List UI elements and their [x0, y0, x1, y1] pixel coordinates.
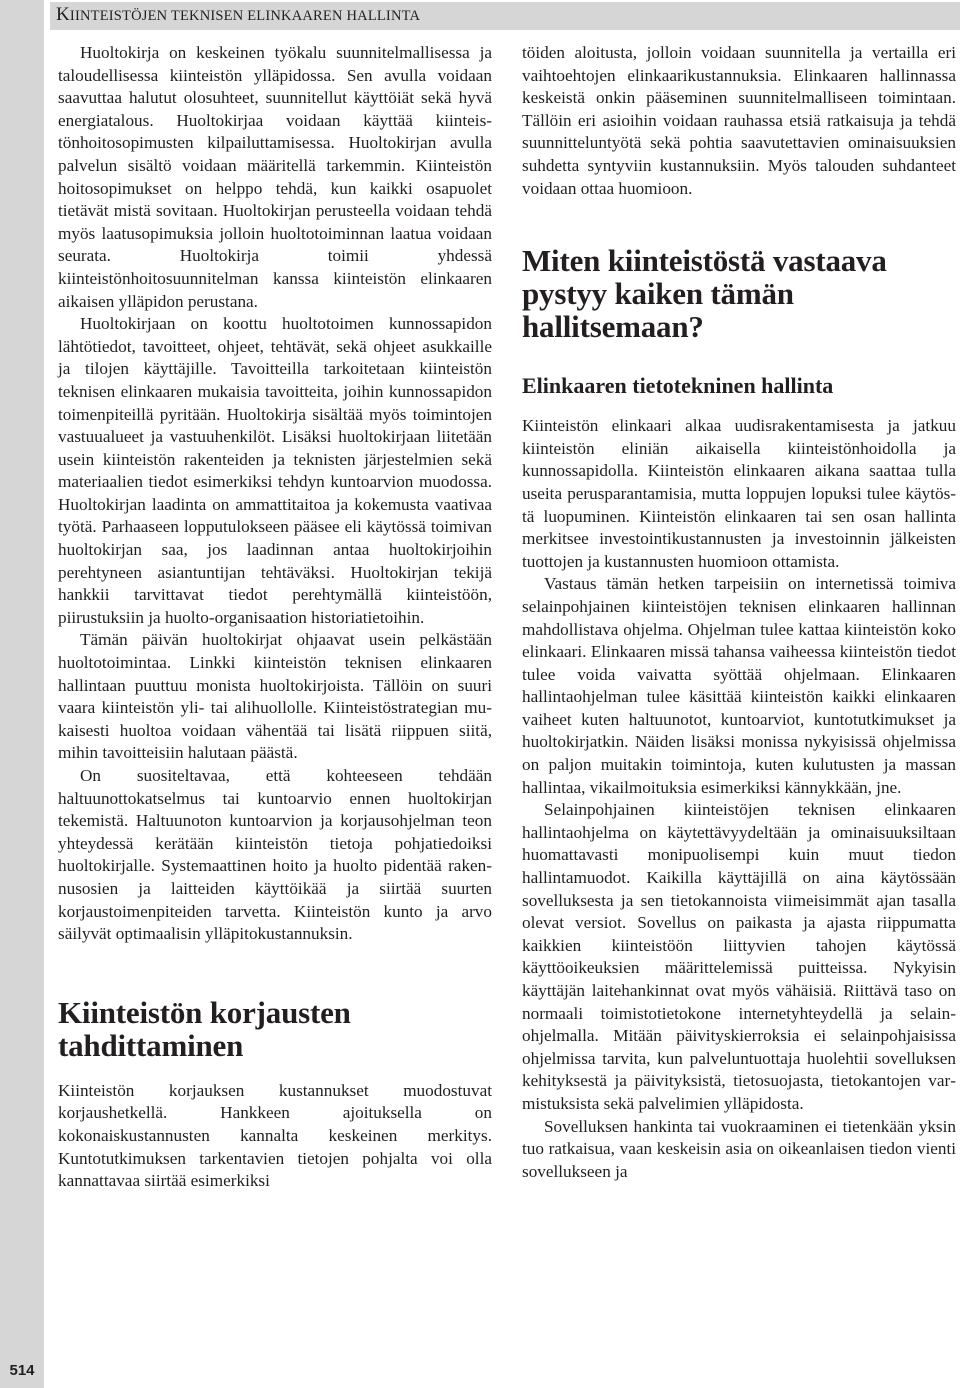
sub-heading: Elinkaaren tietotekninen hallinta — [522, 373, 834, 399]
header-initial: K — [56, 4, 70, 25]
paragraph: Selainpohjainen kiinteistöjen teknisen elinkaaren hallintaohjelma on käytettävyydeltään ja ominaisuuksiltaan huomattavasti monipuolisempi kuin muut tiedon hallintamuodot. Kaikilla käyttäjillä on aina käytössään sovelluksesta ja sen tietokannoista viimeisimmät ajan tasalla olevat versiot. Sovellus on paikasta ja ajasta riippumatta kaikkien kiinteistöön liittyvien tahojen käytössä käyttöoikeuksien määrittelemissä puitteissa. Nykyisin käyttäjän laitehankinnat ovat myös vähäisiä. Riittävä taso on normaali toimistotietokone internetyhteydellä ja selainohjelmalla. Mitään päivityskierroksia ei selainpohjaisissa ohjelmissa tarvita, kun palveluntuottaja huolehtii sovelluksen kehityksestä ja päivityksistä, tietosuojasta, tietokantojen varmistuksista sekä palvelimien ylläpidosta. — [522, 800, 956, 1113]
paragraph: töiden aloitusta, jolloin voidaan suunnitella ja vertailla eri vaihtoehtojen elinkaarikustannuksia. Elinkaaren hallinnassa keskeistä onkin pääseminen suunnitelmalliseen toimintaan. Tällöin eri asioihin voidaan rauhassa etsiä ratkaisuja ja tehdä suunnitteluntyötä sekä pohtia saavutettavien ominaisuuksien suhdetta syntyviin kustannuksiin. Myös talouden suhdanteet voidaan ottaa huomioon. — [522, 43, 956, 198]
paragraph: On suositeltavaa, että kohteeseen tehdään haltuunottokatselmus tai kuntoarvio ennen huoltokirjan tekemistä. Haltuunoton kuntoarvion ja korjausohjelman teon yhteydessä kerätään kiinteistön tietoja pohjatiedoiksi huoltokirjalle. Systemaattinen hoito ja huolto pidentää rakennusosien ja laitteiden käyttöikää ja siirtää suurten korjaustoimenpiteiden tarvetta. Kiinteistön kunto ja arvo säilyvät optimaalisin ylläpitokustannuksin. — [58, 766, 492, 944]
margin-sidebar — [0, 0, 44, 1388]
paragraph: Kiinteistön elinkaari alkaa uudisrakentamisesta ja jatkuu kiinteistön eliniän aikaisella kiinteistönhoidolla ja kunnossapidolla. Kiinteistön elinkaaren aikana saattaa tulla useita perusparantamisia, mutta loppujen lopuksi tulee käytöstä luopuminen. Kiinteistön elinkaaren tai sen osan hallinta merkitsee investointikustannusten ja investoinnin jälkeisten tuottojen ja kustannusten huomioon ottamista. — [522, 416, 956, 571]
paragraph: Vastaus tämän hetken tarpeisiin on internetissä toimiva selainpohjainen kiinteistöjen teknisen elinkaaren hallinnan mahdollistava ohjelma. Ohjelman tulee kattaa kiinteistön koko elinkaari. Elinkaaren missä tahansa vaiheessa kiinteistön tiedot tulee voida vaivatta syöttää ohjelmaan. Elinkaaren hallintaohjelman tulee käsittää kiinteistön kaikki elinkaaren vaiheet kuten haltuunotot, kuntoarviot, kuntotutkimukset ja huoltokirjatkin. Näiden lisäksi monissa nykyisissä ohjelmissa on paljon muitakin toimintoja, kuten kulutusten ja massan hallintaa, vikailmoituksia esimerkiksi kännykkään, jne. — [522, 574, 956, 797]
page-number: 514 — [9, 1362, 35, 1379]
section-heading: Kiinteistön korjausten tahdittaminen — [58, 994, 351, 1063]
left-column — [58, 42, 492, 1193]
paragraph: Sovelluksen hankinta tai vuokraaminen ei tietenkään yksin tuo ratkaisua, vaan keskeisin asia on oikeanlaisen tiedon vienti sovellukseen ja — [522, 1116, 956, 1181]
paragraph: Huoltokirja on keskeinen työkalu suunnitelmallisessa ja taloudellisessa kiinteistön ylläpidossa. Sen avulla voidaan saavuttaa halutut olosuhteet, suunnitellut käyttöiät sekä hyvä energiatalous. Huoltokirjaa voidaan käyttää kiinteistönhoitosopimusten kilpailuttamisessa. Huoltokirjan avulla palvelun sisältö voidaan määritellä tarkemmin. Kiinteistön hoitosopimukset on helppo tehdä, kun kaikki osapuolet tietävät mistä sovitaan. Huoltokirjan perusteella voidaan tehdä myös laatusopimuksia jolloin huoltotoiminnan laatua voidaan seurata. Huoltokirja toimii yhdessä kiinteistönhoitosuunnitelman kanssa kiinteistön elinkaaren aikaisen ylläpidon perustana. — [58, 43, 492, 311]
paragraph: Kiinteistön korjauksen kustannukset muodostuvat korjaushetkellä. Hankkeen ajoituksella on kokonaiskustannusten kannalta keskeinen merkitys. Kuntotutkimuksen tarkentavien tietojen pohjalta voi olla kannattavaa siirtää esimerkiksi — [58, 1080, 492, 1191]
header-rest: IINTEISTÖJEN TEKNISEN ELINKAAREN HALLINTA — [69, 8, 421, 24]
running-header-title — [56, 4, 420, 26]
paragraph: Huoltokirjaan on koottu huoltotoimen kunnossapidon lähtötiedot, tavoitteet, ohjeet, tehtävät, sekä ohjeet asukkaille ja tilojen käyttäjille. Tavoitteilla tarkoitetaan kiinteistön teknisen elinkaaren mukaisia tavoitteita, joihin kunnossapidon toimenpiteillä pyritään. Huoltokirja sisältää myös toimintojen vastuualueet ja vastuuhenkilöt. Lisäksi huoltokirjaan liitetään usein kiinteistön rakenteiden ja teknisten järjestelmien sekä materiaalien tiedot esimerkiksi tehdyn kuntoarvion muodossa. Huoltokirjan laadinta on ammattitaitoa ja kokemusta vaativaa työtä. Parhaaseen lopputulokseen pääsee eli käytössä toimivan huoltokirjan saa, jos laadinnan antaa huoltokirjoihin perehtyneen asiantuntijan tehtäväksi. Huoltokirjan tekijä hankkii tarvittavat tiedot perehtymällä kiinteistöön, piirustuksiin ja huolto-organisaation historiatietoihin. — [58, 314, 492, 627]
right-column — [522, 42, 956, 1183]
section-heading: Miten kiinteistöstä vastaava pystyy kaiken tämän hallitsemaan? — [522, 243, 887, 345]
running-header — [50, 2, 960, 30]
paragraph: Tämän päivän huoltokirjat ohjaavat usein pelkästään huoltotoimintaa. Linkki kiinteistön teknisen elinkaaren hallintaan puuttuu monista huoltokirjoista. Tällöin on suuri vaara kiinteistön yli- tai alihuollolle. Kiinteistöstrategian mukaisesti huoltoa voidaan vähentää tai lisätä riippuen siitä, mihin tavoitteisiin halutaan päästä. — [58, 630, 492, 763]
